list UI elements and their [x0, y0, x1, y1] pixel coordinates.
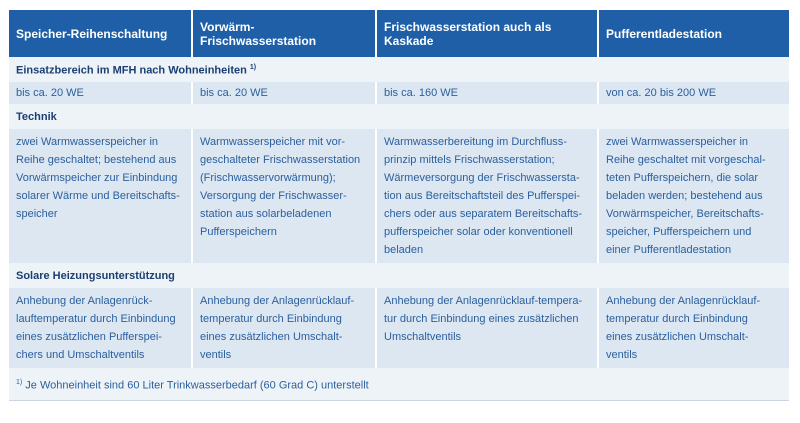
text-line: pufferspeicher solar oder konventionell [384, 226, 573, 238]
text-line: Vorwärmspeicher, Bereitschafts- [606, 208, 764, 220]
text-line: speicher, Pufferspeichern und [606, 226, 752, 238]
section-title-solar: Solare Heizungsunterstützung [9, 263, 789, 288]
text-line: Anhebung der Anlagenrücklauf-tempera- [384, 295, 583, 307]
header-vorwaerm-frischwasserstation: Vorwärm-Frischwasserstation [192, 10, 376, 57]
text-line: einer Pufferentladestation [606, 244, 732, 256]
text-line: temperatur durch Einbindung [606, 313, 748, 325]
cell-technik-1 [9, 129, 192, 263]
cell-einsatz-2: bis ca. 20 WE [192, 82, 376, 104]
text-line: Pufferspeichern [200, 226, 277, 238]
table-row-technik [9, 129, 789, 263]
text-line: station aus solarbeladenen [200, 208, 332, 220]
text-line: ventils [200, 349, 232, 361]
cell-technik-4 [598, 129, 789, 263]
text-line: lauftemperatur durch Einbindung [16, 313, 176, 325]
text-line: Wärmeversorgung der Frischwassersta- [384, 172, 580, 184]
table-row-einsatzbereich [9, 82, 789, 104]
text-line: eines zusätzlichen Umschalt- [606, 331, 749, 343]
section-technik [9, 104, 789, 129]
header-pufferentladestation: Pufferentladestation [598, 10, 789, 57]
text-line: (Frischwasservorwärmung); [200, 172, 336, 184]
cell-solar-3 [376, 288, 598, 368]
cell-technik-3 [376, 129, 598, 263]
text-line: tion aus Bereitschaftsteil des Pufferspei- [384, 190, 581, 202]
comparison-table [9, 10, 789, 400]
cell-technik-2 [192, 129, 376, 263]
text-line: zwei Warmwasserspeicher in [606, 136, 749, 148]
cell-einsatz-4: von ca. 20 bis 200 WE [598, 82, 789, 104]
text-line: Versorgung der Frischwasser- [200, 190, 347, 202]
footnote-row [9, 368, 789, 400]
footnote-reference: 1) [249, 64, 257, 72]
text-line: chers und Umschaltventils [16, 349, 145, 361]
cell-solar-4 [598, 288, 789, 368]
cell-einsatz-1: bis ca. 20 WE [9, 82, 192, 104]
text-line: eines zusätzlichen Pufferspei- [16, 331, 162, 343]
cell-solar-1 [9, 288, 192, 368]
header-speicher-reihenschaltung: Speicher-Reihenschaltung [9, 10, 192, 57]
text-line: beladen werden; bestehend aus [606, 190, 763, 202]
text-line: Anhebung der Anlagenrücklauf- [200, 295, 355, 307]
text-line: geschalteter Frischwasserstation [200, 154, 361, 166]
text-line: Warmwasserspeicher mit vor- [200, 136, 346, 148]
comparison-table-container [9, 10, 789, 401]
text-line: Anhebung der Anlagenrück- [16, 295, 153, 307]
section-title-technik: Technik [9, 104, 789, 129]
cell-solar-2 [192, 288, 376, 368]
text-line: Vorwärmspeicher zur Einbindung [16, 172, 178, 184]
text-line: Reihe geschaltet mit vorgeschal- [606, 154, 766, 166]
header-row [9, 10, 789, 57]
text-line: prinzip mittels Frischwasserstation; [384, 154, 555, 166]
section-title-einsatzbereich [9, 57, 789, 82]
header-frischwasserstation-kaskade: Frischwasserstation auch als Kaskade [376, 10, 598, 57]
table-bottom-rule [9, 400, 789, 401]
text-line: temperatur durch Einbindung [200, 313, 342, 325]
text-line: beladen [384, 244, 424, 256]
section-solare-heizungsunterstuetzung [9, 263, 789, 288]
table-row-solar [9, 288, 789, 368]
footnote-text: Je Wohneinheit sind 60 Liter Trinkwasserbedarf (60 Grad C) unterstellt [25, 379, 369, 392]
text-line: teten Pufferspeichern, die solar [606, 172, 759, 184]
footnote-marker: 1) [16, 378, 23, 386]
text-line: tur durch Einbindung eines zusätzlichen [384, 313, 579, 325]
text-line: Umschaltventils [384, 331, 462, 343]
text-line: chers oder aus separatem Bereitschafts- [384, 208, 583, 220]
text-line: eines zusätzlichen Umschalt- [200, 331, 343, 343]
section-einsatzbereich [9, 57, 789, 82]
text-line: Warmwasserbereitung im Durchfluss- [384, 136, 567, 148]
section-title-text: Einsatzbereich im MFH nach Wohneinheiten [16, 64, 247, 77]
text-line: solarer Wärme und Bereitschafts- [16, 190, 180, 202]
text-line: zwei Warmwasserspeicher in [16, 136, 159, 148]
text-line: ventils [606, 349, 638, 361]
text-line: speicher [16, 208, 58, 220]
footnote [9, 368, 789, 400]
text-line: Anhebung der Anlagenrücklauf- [606, 295, 761, 307]
text-line: Reihe geschaltet; bestehend aus [16, 154, 177, 166]
cell-einsatz-3: bis ca. 160 WE [376, 82, 598, 104]
